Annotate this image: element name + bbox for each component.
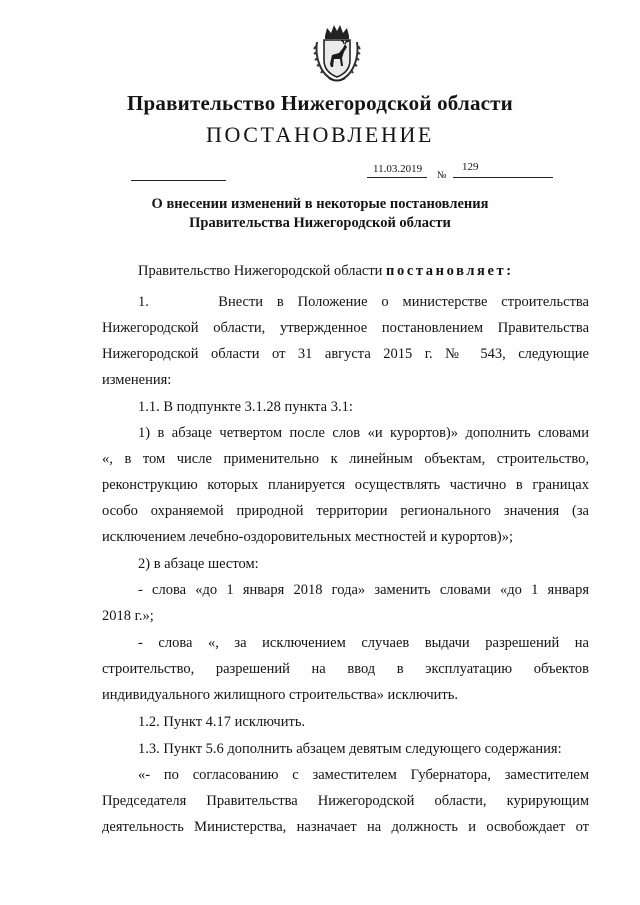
item1-line-1: 1. Внести в Положение о министерстве строительства bbox=[138, 294, 589, 310]
document-type: ПОСТАНОВЛЕНИЕ bbox=[206, 122, 434, 147]
item-1-1: 1.1. В подпункте 3.1.28 пункта 3.1: bbox=[138, 399, 353, 415]
dash1-line-2: 2018 г.»; bbox=[102, 608, 154, 624]
number-sign: № bbox=[437, 170, 447, 181]
sub1-line-3: реконструкцию которых планируется осуществлять частично в границах bbox=[102, 477, 589, 493]
number-underline bbox=[453, 177, 553, 178]
sub1-line-4: особо охраняемой природной территории регионального значения (за bbox=[102, 503, 589, 519]
item1-line-2: Нижегородской области, утвержденное постановлением Правительства bbox=[102, 320, 589, 336]
item1-line-4: изменения: bbox=[102, 372, 172, 388]
intro-resolves: постановляет: bbox=[386, 263, 514, 279]
subject-line-2: Правительства Нижегородской области bbox=[189, 215, 451, 231]
subject-line-1: О внесении изменений в некоторые постановления bbox=[151, 196, 489, 212]
government-title: Правительство Нижегородской области bbox=[127, 91, 513, 115]
document-date: 11.03.2019 bbox=[373, 163, 423, 175]
dash1-line-1: - слова «до 1 января 2018 года» заменить словами «до 1 января bbox=[138, 582, 589, 598]
dash2-line-1: - слова «, за исключением случаев выдачи разрешений на bbox=[138, 635, 589, 651]
date-underline bbox=[367, 177, 427, 178]
document-subject bbox=[0, 195, 640, 233]
item-1-2: 1.2. Пункт 4.17 исключить. bbox=[138, 714, 306, 730]
intro-paragraph bbox=[138, 258, 598, 284]
sub2: 2) в абзаце шестом: bbox=[138, 556, 259, 572]
sub1-line-1: 1) в абзаце четвертом после слов «и курортов)» дополнить словами bbox=[138, 425, 589, 441]
item-1-3: 1.3. Пункт 5.6 дополнить абзацем девятым следующего содержания: bbox=[138, 741, 562, 757]
quote-line-1: «- по согласованию с заместителем Губернатора, заместителем bbox=[138, 767, 589, 783]
coat-of-arms-icon bbox=[313, 22, 361, 84]
document-number: 129 bbox=[462, 161, 479, 173]
quote-line-2: Председателя Правительства Нижегородской области, курирующим bbox=[102, 793, 589, 809]
sub1-line-2: «, в том числе применительно к линейным объектам, строительство, bbox=[102, 451, 589, 467]
quote-line-3: деятельность Министерства, назначает на должность и освобождает от bbox=[102, 819, 589, 835]
dash2-line-3: индивидуального жилищного строительства» исключить. bbox=[102, 687, 458, 703]
dash2-line-2: строительство, разрешений на ввод в эксплуатацию объектов bbox=[102, 661, 589, 677]
sub1-line-5: исключением лечебно-оздоровительных местностей и курортов)»; bbox=[102, 529, 514, 545]
intro-prefix: Правительство Нижегородской области bbox=[138, 263, 383, 279]
blank-line-left bbox=[131, 180, 226, 181]
item1-line-3: Нижегородской области от 31 августа 2015 г. № 543, следующие bbox=[102, 346, 589, 362]
